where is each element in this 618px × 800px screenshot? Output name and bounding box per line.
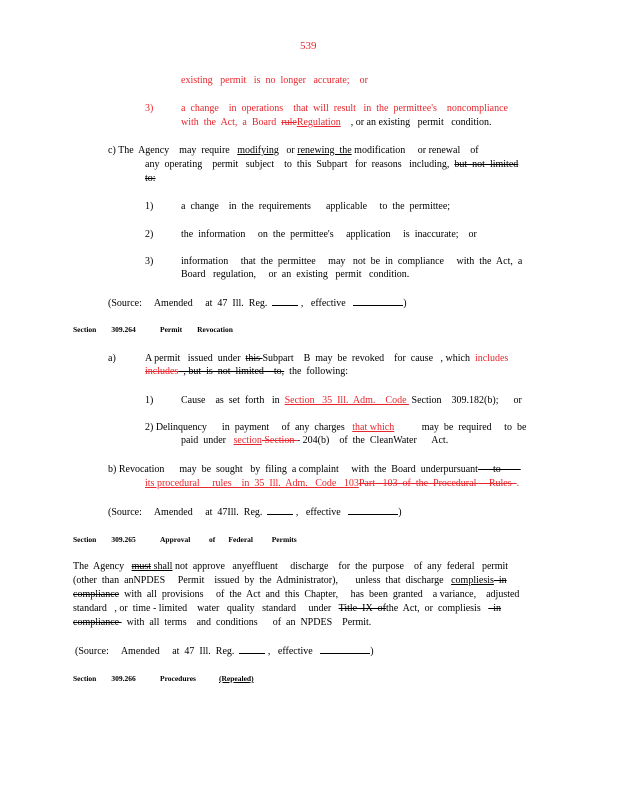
section-264-number: Section 309.264 — [73, 325, 136, 334]
s265-line3 — [73, 589, 519, 601]
inserted-text: renewing the — [297, 145, 352, 156]
top-item-text: existing permit is no longer accurate; or — [181, 75, 368, 86]
c-item3-line2: Board regulation, or an existing permit condition. — [181, 269, 410, 280]
blank-field — [348, 506, 398, 515]
s265-line4 — [73, 603, 501, 615]
section-265-title: Approval of Federal Permits — [160, 535, 297, 544]
blank-field — [239, 645, 265, 654]
s265-text: with all provisions of the Act and this Chapter, has been granted a variance, adjusted — [119, 589, 520, 600]
section-266-title: Procedures — [160, 674, 196, 683]
s265-text: (other than anNPDES Permit issued by the Administrator), unless that discharge — [73, 575, 452, 586]
source-text: ) — [403, 298, 407, 309]
source-note-1 — [108, 297, 407, 310]
deleted-text: to: — [145, 173, 156, 184]
section-266-repealed-note: (Repealed) — [219, 674, 254, 683]
s265-line1 — [73, 561, 508, 573]
c-item2-number: 2) — [145, 229, 154, 240]
c-item2-text: the information on the permittee's application is inaccurate; or — [181, 229, 477, 240]
deleted-text: this — [245, 353, 263, 364]
s264-a-number: a) — [108, 353, 116, 364]
s265-text: the Act, or compliesis — [386, 603, 489, 614]
para-c-text: modification or renewal of — [351, 145, 479, 156]
c-item3-number: 3) — [145, 256, 154, 267]
deleted-text: but not limited — [454, 159, 519, 170]
s265-text: The Agency — [73, 561, 132, 572]
s265-line5 — [73, 617, 371, 629]
c-item1-text: a change in the requirements applicable to the permittee; — [181, 201, 451, 212]
inserted-text: includes — [474, 353, 509, 364]
s264-a-text: A permit issued under — [145, 353, 246, 364]
deleted-text: Title IX of — [338, 603, 387, 614]
deleted-text: , but is not limited to, — [178, 366, 285, 377]
s264-a-line1 — [145, 353, 508, 365]
s265-line2 — [73, 575, 507, 587]
s264-a1-text — [181, 395, 522, 407]
deleted-text: in — [493, 575, 507, 586]
source-text: ) — [370, 646, 374, 657]
item3-line2 — [181, 117, 492, 129]
item3-line1: a change in operations that will result in the permittee's noncompliance — [181, 103, 508, 114]
inserted-text: modifying — [237, 145, 279, 156]
s264-a1-text-start: Cause as set forth in — [181, 395, 285, 406]
s264-a-text: Subpart B may be revoked for cause , which — [262, 353, 475, 364]
s264-b-line2 — [145, 478, 519, 490]
para-c-text: c) The Agency may require — [108, 145, 238, 156]
item3-text-end: , or an existing permit condition. — [340, 117, 492, 128]
s264-a2-text: - 204(b) of the CleanWater Act. — [296, 435, 449, 446]
s264-a2-text: 2) Delinquency in payment of any charges — [145, 422, 353, 433]
inserted-text: shall — [151, 561, 173, 572]
source-text: , effective — [265, 646, 321, 657]
blank-field — [320, 645, 370, 654]
source-text: (Source: Amended at 47 Ill. Reg. — [75, 646, 240, 657]
s264-a-text: the following: — [284, 366, 349, 377]
para-c-line1 — [108, 145, 479, 157]
s264-b-line1 — [108, 464, 521, 476]
para-c-line2 — [145, 159, 518, 171]
deleted-text: compliance — [73, 617, 122, 628]
item3-text: with the Act, a Board — [181, 117, 282, 128]
source-note-2 — [108, 506, 402, 519]
deleted-text: in — [488, 603, 502, 614]
s264-a1-number: 1) — [145, 395, 154, 406]
para-c-text: or — [278, 145, 298, 156]
s265-text: not approve anyeffluent discharge for the purpose of any federal permit — [172, 561, 509, 572]
inserted-text: its procedural rules in 35 Ill. Adm. Code 103 — [145, 478, 359, 489]
blank-field — [272, 297, 298, 306]
deleted-text: Part 103 of the Procedural Rules — [358, 478, 517, 489]
inserted-text: section — [233, 435, 262, 446]
inserted-text: compliesis — [451, 575, 494, 586]
source-text: , effective — [298, 298, 354, 309]
para-c-text: any operating permit subject to this Subpart for reasons including, — [145, 159, 455, 170]
source-note-3 — [75, 645, 374, 658]
section-265-number: Section 309.265 — [73, 535, 136, 544]
deleted-text: compliance — [73, 589, 120, 600]
inserted-text: Regulation — [296, 117, 341, 128]
section-264-title: Permit Revocation — [160, 325, 233, 334]
s264-a2-line1 — [145, 422, 526, 434]
s264-a2-text: paid under — [181, 435, 234, 446]
s264-b-text: b) Revocation may be sought by filing a complaint with the Board underpursuant — [108, 464, 478, 475]
deleted-text: Section — [261, 435, 297, 446]
deleted-text: includes — [145, 366, 179, 377]
c-item1-number: 1) — [145, 201, 154, 212]
source-text: (Source: Amended at 47 Ill. Reg. — [108, 298, 273, 309]
s264-a2-line2 — [181, 435, 448, 447]
page-number: 539 — [300, 40, 317, 52]
s264-a-line2 — [145, 366, 348, 378]
inserted-citation: Section 35 Ill. Adm. Code — [284, 395, 410, 406]
deleted-text: must — [131, 561, 152, 572]
item3-number: 3) — [145, 103, 154, 114]
inserted-text: that which — [352, 422, 395, 433]
para-c-line3 — [145, 173, 156, 185]
source-text: (Source: Amended at 47Ill. Reg. — [108, 507, 268, 518]
source-text: , effective — [293, 507, 349, 518]
s265-text: standard , or time - limited water quality standard under — [73, 603, 339, 614]
blank-field — [353, 297, 403, 306]
s264-b-text: . — [516, 478, 520, 489]
blank-field — [267, 506, 293, 515]
c-item3-line1: information that the permittee may not be in compliance with the Act, a — [181, 256, 523, 267]
source-text: ) — [398, 507, 402, 518]
s264-a2-text: may be required to be — [394, 422, 527, 433]
section-266-number: Section 309.266 — [73, 674, 136, 683]
s264-a1-text-end: Section 309.182(b); or — [409, 395, 522, 406]
s265-text: with all terms and conditions of an NPDES Permit. — [121, 617, 372, 628]
deleted-text: rule — [281, 117, 297, 128]
deleted-text: to — [477, 464, 521, 475]
